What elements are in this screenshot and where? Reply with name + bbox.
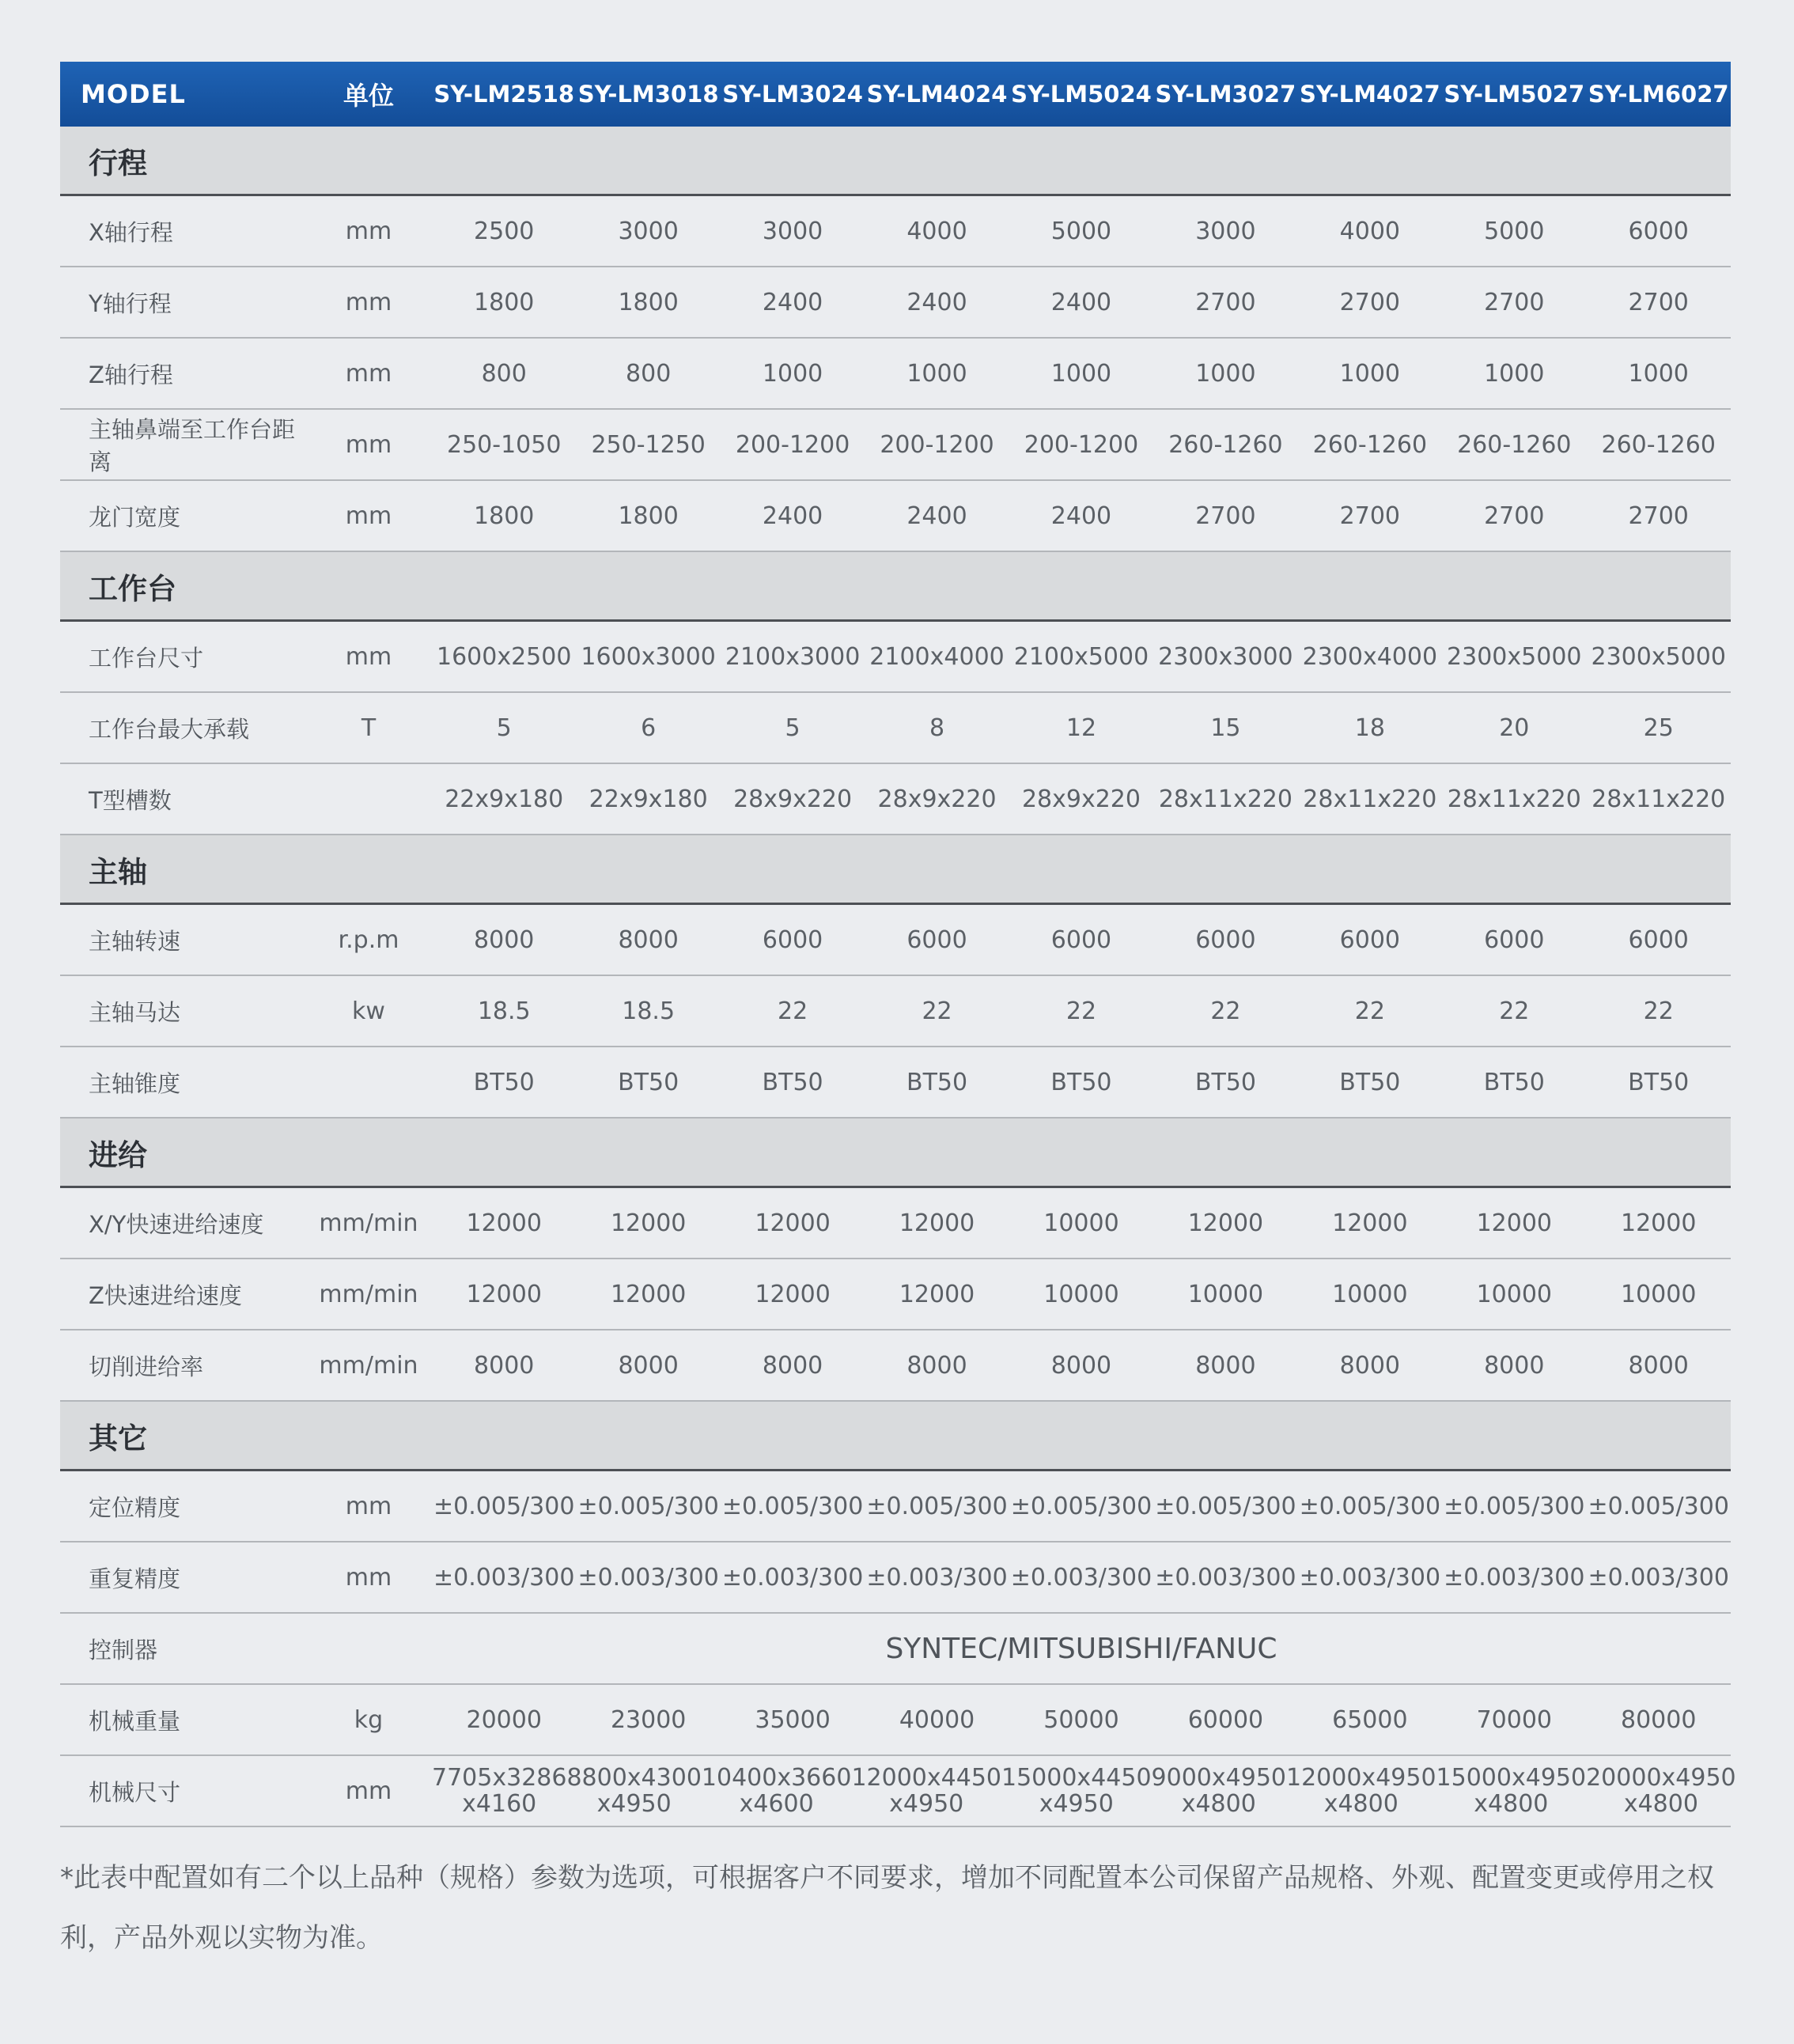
table-cell: 1000 <box>1195 359 1256 388</box>
row-values <box>432 431 1731 459</box>
table-cell: BT50 <box>906 1068 968 1096</box>
cell-line: 7705x3286 <box>432 1764 567 1792</box>
model-header-cell: SY-LM2518 <box>433 81 575 108</box>
table-row <box>60 1188 1731 1259</box>
row-values <box>432 926 1731 954</box>
row-unit: mm <box>345 642 392 671</box>
model-header-cell: SY-LM4024 <box>866 81 1008 108</box>
table-cell: 22 <box>1354 997 1385 1025</box>
cell-line: 10400x3660 <box>701 1764 852 1792</box>
table-cell: 12000 <box>899 1280 975 1308</box>
table-cell: 70000 <box>1476 1705 1552 1734</box>
cell-line: 15000x4450 <box>1001 1764 1152 1792</box>
table-cell: 5 <box>785 714 800 742</box>
table-cell: 2700 <box>1628 288 1689 316</box>
table-body <box>60 127 1736 1827</box>
table-cell: ±0.003/300 <box>1588 1563 1729 1592</box>
table-cell: 28x9x220 <box>733 785 853 813</box>
table-cell: 12000 <box>755 1280 831 1308</box>
row-values <box>432 1281 1731 1308</box>
table-cell: 28x9x220 <box>1021 785 1141 813</box>
table-cell: 2100x5000 <box>1013 642 1149 671</box>
row-label: 定位精度 <box>89 1493 181 1521</box>
table-cell: BT50 <box>1194 1068 1256 1096</box>
table-cell: ±0.005/300 <box>577 1492 719 1520</box>
table-cell: ±0.005/300 <box>721 1492 864 1520</box>
table-cell: 2400 <box>1050 288 1112 316</box>
table-cell: 18.5 <box>477 997 531 1025</box>
row-values <box>432 714 1731 742</box>
table-cell: 8 <box>929 714 945 742</box>
table-cell <box>566 1765 701 1817</box>
table-cell <box>702 1765 852 1817</box>
row-values <box>432 1564 1731 1592</box>
row-unit: mm <box>345 1563 392 1592</box>
table-row <box>60 1542 1731 1614</box>
row-label: 工作台尺寸 <box>89 644 204 672</box>
table-cell: 23000 <box>610 1705 687 1734</box>
table-cell <box>1286 1765 1436 1817</box>
section-header: 行程 <box>60 127 1731 196</box>
table-cell: 12000 <box>899 1209 975 1237</box>
table-cell: 2700 <box>1339 288 1401 316</box>
row-values <box>432 502 1731 530</box>
table-cell: 200-1200 <box>735 430 850 459</box>
table-cell: 12000 <box>755 1209 831 1237</box>
table-cell: ±0.005/300 <box>1155 1492 1296 1520</box>
table-cell: 1600x3000 <box>581 642 716 671</box>
row-unit: mm <box>345 217 392 245</box>
model-header-cell: SY-LM3027 <box>1155 81 1296 108</box>
table-cell: 260-1260 <box>1168 430 1283 459</box>
table-cell: 12000 <box>1187 1209 1264 1237</box>
table-cell: 2300x3000 <box>1158 642 1293 671</box>
table-cell: ±0.005/300 <box>1444 1492 1585 1520</box>
table-cell: 6000 <box>1628 217 1689 245</box>
table-cell: 28x11x220 <box>1158 785 1293 813</box>
row-values <box>432 1069 1731 1096</box>
table-cell: 22x9x180 <box>589 785 708 813</box>
row-unit: mm/min <box>319 1351 418 1380</box>
table-cell: 1800 <box>618 288 679 316</box>
table-cell: 22 <box>1499 997 1530 1025</box>
table-cell: 28x11x220 <box>1447 785 1581 813</box>
row-label: 主轴马达 <box>89 998 181 1026</box>
table-cell: 2300x5000 <box>1447 642 1582 671</box>
table-cell: 20 <box>1499 714 1530 742</box>
table-cell: 60000 <box>1187 1705 1264 1734</box>
row-values <box>432 360 1731 388</box>
cell-line: 12000x4950 <box>1286 1764 1436 1792</box>
cell-line: x4800 <box>1474 1790 1549 1818</box>
table-cell: 260-1260 <box>1312 430 1428 459</box>
table-cell: 8000 <box>474 925 535 954</box>
table-cell: 18.5 <box>622 997 676 1025</box>
row-label: 主轴鼻端至工作台距离 <box>89 416 296 475</box>
table-cell: 6000 <box>906 925 967 954</box>
table-cell: 2400 <box>762 288 823 316</box>
table-header <box>60 62 1731 127</box>
table-cell: 8000 <box>1195 1351 1256 1380</box>
table-cell <box>432 1765 566 1817</box>
model-header-cell: SY-LM6027 <box>1588 81 1729 108</box>
row-values <box>432 1352 1731 1380</box>
table-cell: ±0.003/300 <box>577 1563 719 1592</box>
cell-line: x4800 <box>1623 1790 1698 1818</box>
row-label: 工作台最大承载 <box>89 715 250 743</box>
table-cell: ±0.003/300 <box>1444 1563 1585 1592</box>
row-unit: mm <box>345 359 392 388</box>
model-header-cell: SY-LM5027 <box>1444 81 1585 108</box>
row-unit: mm/min <box>319 1280 418 1308</box>
table-cell: 260-1260 <box>1457 430 1572 459</box>
table-cell: 2700 <box>1628 502 1689 530</box>
row-unit: mm <box>345 288 392 316</box>
table-cell: 8000 <box>1050 1351 1112 1380</box>
table-cell: BT50 <box>618 1068 679 1096</box>
cell-line: x4950 <box>889 1790 964 1818</box>
table-cell: 2400 <box>1050 502 1112 530</box>
table-cell: ±0.005/300 <box>433 1492 575 1520</box>
table-cell: 6000 <box>1628 925 1689 954</box>
table-cell: 1000 <box>762 359 823 388</box>
table-cell: 3000 <box>1195 217 1256 245</box>
row-values <box>432 643 1731 671</box>
table-cell: 12000 <box>1476 1209 1552 1237</box>
row-values <box>432 1765 1736 1817</box>
table-cell: 80000 <box>1621 1705 1697 1734</box>
table-cell <box>1001 1765 1152 1817</box>
table-cell: 10000 <box>1187 1280 1264 1308</box>
table-cell: 2700 <box>1484 288 1545 316</box>
row-label: T型槽数 <box>89 786 172 814</box>
table-cell: 8000 <box>618 1351 679 1380</box>
table-cell: 1000 <box>906 359 967 388</box>
table-cell: ±0.005/300 <box>866 1492 1008 1520</box>
cell-line: x4600 <box>739 1790 814 1818</box>
row-unit: T <box>361 714 377 742</box>
table-cell: 22 <box>1643 997 1674 1025</box>
table-cell: 6000 <box>1339 925 1401 954</box>
table-cell: BT50 <box>762 1068 823 1096</box>
table-cell: 8000 <box>906 1351 967 1380</box>
row-unit: kw <box>352 997 385 1025</box>
table-cell: 22 <box>1065 997 1097 1025</box>
table-cell: 3000 <box>618 217 679 245</box>
table-cell: 1000 <box>1628 359 1689 388</box>
table-cell: 2700 <box>1339 502 1401 530</box>
row-values <box>432 1706 1731 1734</box>
row-label: 机械尺寸 <box>89 1778 181 1806</box>
row-unit: mm <box>345 1492 392 1520</box>
table-cell <box>1586 1765 1736 1817</box>
row-unit: r.p.m <box>338 925 399 954</box>
table-row <box>60 339 1731 410</box>
table-cell: 4000 <box>1339 217 1401 245</box>
table-cell: 12 <box>1065 714 1097 742</box>
table-cell: 8000 <box>1339 1351 1401 1380</box>
row-values <box>432 218 1731 245</box>
table-row <box>60 905 1731 976</box>
cell-line: 15000x4950 <box>1436 1764 1587 1792</box>
table-cell: 1000 <box>1050 359 1112 388</box>
table-cell: 10000 <box>1043 1280 1119 1308</box>
row-values <box>432 289 1731 316</box>
row-unit: mm/min <box>319 1209 418 1237</box>
table-cell: 5000 <box>1050 217 1112 245</box>
table-cell: 1000 <box>1484 359 1545 388</box>
row-unit: mm <box>345 430 392 459</box>
table-cell: ±0.005/300 <box>1588 1492 1729 1520</box>
model-header-cell: SY-LM5024 <box>1011 81 1152 108</box>
table-cell: 12000 <box>1621 1209 1697 1237</box>
table-cell: 28x9x220 <box>877 785 997 813</box>
table-cell: 12000 <box>1332 1209 1408 1237</box>
table-cell: 2400 <box>906 502 967 530</box>
table-cell: 65000 <box>1332 1705 1408 1734</box>
row-values <box>432 1493 1731 1520</box>
row-label: 切削进给率 <box>89 1353 204 1380</box>
table-row <box>60 481 1731 552</box>
table-cell: 2700 <box>1195 502 1256 530</box>
model-names <box>432 81 1731 108</box>
cell-line: 8800x4300 <box>566 1764 702 1792</box>
row-label: 重复精度 <box>89 1565 181 1592</box>
table-cell: 50000 <box>1043 1705 1119 1734</box>
table-row <box>60 267 1731 339</box>
table-cell: 12000 <box>466 1280 542 1308</box>
row-label: Z快速进给速度 <box>89 1281 242 1309</box>
table-cell: 3000 <box>762 217 823 245</box>
table-cell: 2100x3000 <box>725 642 861 671</box>
table-cell: 28x11x220 <box>1592 785 1726 813</box>
table-cell: ±0.003/300 <box>433 1563 575 1592</box>
table-cell: 200-1200 <box>1024 430 1139 459</box>
table-row <box>60 622 1731 693</box>
table-cell: 2500 <box>474 217 535 245</box>
unit-header-label: 单位 <box>343 81 394 111</box>
section-header: 其它 <box>60 1402 1731 1471</box>
table-row <box>60 1685 1731 1756</box>
spanning-cell: SYNTEC/MITSUBISHI/FANUC <box>885 1632 1277 1665</box>
table-cell: 6000 <box>1484 925 1545 954</box>
model-header-cell: SY-LM4027 <box>1299 81 1440 108</box>
row-label: Z轴行程 <box>89 361 173 388</box>
table-cell: ±0.003/300 <box>721 1563 864 1592</box>
table-cell: 200-1200 <box>880 430 994 459</box>
table-cell: 8000 <box>474 1351 535 1380</box>
cell-line: x4950 <box>1039 1790 1114 1818</box>
table-cell: ±0.005/300 <box>1010 1492 1152 1520</box>
table-cell: 6 <box>641 714 657 742</box>
row-label: 主轴转速 <box>89 927 181 955</box>
table-cell: 8000 <box>762 1351 823 1380</box>
table-cell: BT50 <box>1339 1068 1401 1096</box>
row-unit: mm <box>345 1777 392 1805</box>
table-cell: BT50 <box>1483 1068 1545 1096</box>
table-cell: 5000 <box>1484 217 1545 245</box>
table-cell: 800 <box>481 359 527 388</box>
row-label: Y轴行程 <box>89 290 172 317</box>
cell-line: x4950 <box>596 1790 672 1818</box>
table-cell <box>851 1765 1001 1817</box>
section-header: 主轴 <box>60 835 1731 905</box>
table-cell: 22x9x180 <box>445 785 564 813</box>
table-cell: 250-1050 <box>447 430 562 459</box>
table-cell: 2300x4000 <box>1302 642 1438 671</box>
table-cell: 1600x2500 <box>436 642 572 671</box>
table-cell: BT50 <box>1050 1068 1112 1096</box>
table-cell: BT50 <box>1628 1068 1690 1096</box>
table-cell: ±0.003/300 <box>1010 1563 1152 1592</box>
table-cell: 2400 <box>906 288 967 316</box>
row-values <box>432 1209 1731 1237</box>
row-unit: mm <box>345 502 392 530</box>
table-cell: 10000 <box>1476 1280 1552 1308</box>
table-cell: ±0.003/300 <box>1155 1563 1296 1592</box>
row-label: 龙门宽度 <box>89 503 181 531</box>
table-cell: 2300x5000 <box>1591 642 1726 671</box>
table-cell: 8000 <box>618 925 679 954</box>
table-cell: 800 <box>626 359 672 388</box>
table-cell: 2400 <box>762 502 823 530</box>
table-cell: 10000 <box>1332 1280 1408 1308</box>
cell-line: x4800 <box>1323 1790 1398 1818</box>
table-cell: 10000 <box>1043 1209 1119 1237</box>
model-header-cell: SY-LM3024 <box>722 81 863 108</box>
table-row <box>60 1614 1731 1685</box>
table-cell: 2700 <box>1484 502 1545 530</box>
table-cell: 2100x4000 <box>869 642 1005 671</box>
table-cell: 15 <box>1210 714 1241 742</box>
section-header: 工作台 <box>60 552 1731 622</box>
table-row <box>60 1047 1731 1119</box>
cell-line: 9000x4950 <box>1151 1764 1286 1792</box>
cell-line: x4160 <box>462 1790 537 1818</box>
table-row <box>60 1471 1731 1542</box>
row-label: X/Y快速进给速度 <box>89 1210 264 1238</box>
table-cell: ±0.003/300 <box>866 1563 1008 1592</box>
table-cell: 8000 <box>1484 1351 1545 1380</box>
table-cell: 35000 <box>755 1705 831 1734</box>
table-cell: 6000 <box>762 925 823 954</box>
table-row <box>60 1259 1731 1330</box>
table-cell: 6000 <box>1195 925 1256 954</box>
table-cell: 1800 <box>618 502 679 530</box>
table-cell: 6000 <box>1050 925 1112 954</box>
table-cell: 2700 <box>1195 288 1256 316</box>
table-cell: 12000 <box>466 1209 542 1237</box>
table-row <box>60 1330 1731 1402</box>
table-cell: 250-1250 <box>591 430 706 459</box>
table-cell: 40000 <box>899 1705 975 1734</box>
table-cell <box>1152 1765 1286 1817</box>
table-row <box>60 1756 1736 1827</box>
table-cell: 22 <box>922 997 952 1025</box>
table-cell: 28x11x220 <box>1303 785 1437 813</box>
table-row <box>60 693 1731 764</box>
table-cell: 22 <box>1210 997 1241 1025</box>
table-cell <box>1436 1765 1587 1817</box>
table-cell: 8000 <box>1628 1351 1689 1380</box>
section-header: 进给 <box>60 1119 1731 1188</box>
table-cell: BT50 <box>473 1068 535 1096</box>
model-header-cell: SY-LM3018 <box>577 81 719 108</box>
table-cell: 4000 <box>906 217 967 245</box>
cell-line: 12000x4450 <box>851 1764 1001 1792</box>
footnote: *此表中配置如有二个以上品种（规格）参数为选项，可根据客户不同要求，增加不同配置本公司保留产品规格、外观、配置变更或停用之权利，产品外观以实物为准。 <box>60 1862 1714 1954</box>
table-cell: 5 <box>496 714 512 742</box>
row-values <box>432 997 1731 1025</box>
table-cell: 18 <box>1354 714 1385 742</box>
table-cell: 12000 <box>610 1209 687 1237</box>
table-cell: ±0.005/300 <box>1299 1492 1441 1520</box>
table-row <box>60 764 1731 835</box>
table-cell: 20000 <box>466 1705 542 1734</box>
cell-line: x4800 <box>1181 1790 1256 1818</box>
table-row <box>60 976 1731 1047</box>
row-label: 控制器 <box>89 1636 158 1664</box>
model-header-label: MODEL <box>81 79 186 109</box>
table-cell: 25 <box>1643 714 1674 742</box>
table-row <box>60 196 1731 267</box>
cell-line: 20000x4950 <box>1586 1764 1736 1792</box>
row-values <box>432 785 1731 813</box>
spec-table <box>60 62 1736 1827</box>
row-unit: kg <box>354 1705 384 1734</box>
row-label: X轴行程 <box>89 218 173 246</box>
table-cell: 10000 <box>1621 1280 1697 1308</box>
row-label: 机械重量 <box>89 1707 181 1735</box>
table-cell: 260-1260 <box>1601 430 1716 459</box>
table-row <box>60 410 1731 481</box>
table-cell: ±0.003/300 <box>1299 1563 1441 1592</box>
table-cell: 1800 <box>474 502 535 530</box>
table-cell: 1800 <box>474 288 535 316</box>
row-label: 主轴锥度 <box>89 1069 181 1097</box>
table-cell: 22 <box>778 997 808 1025</box>
table-cell: 12000 <box>610 1280 687 1308</box>
table-cell: 1000 <box>1339 359 1401 388</box>
